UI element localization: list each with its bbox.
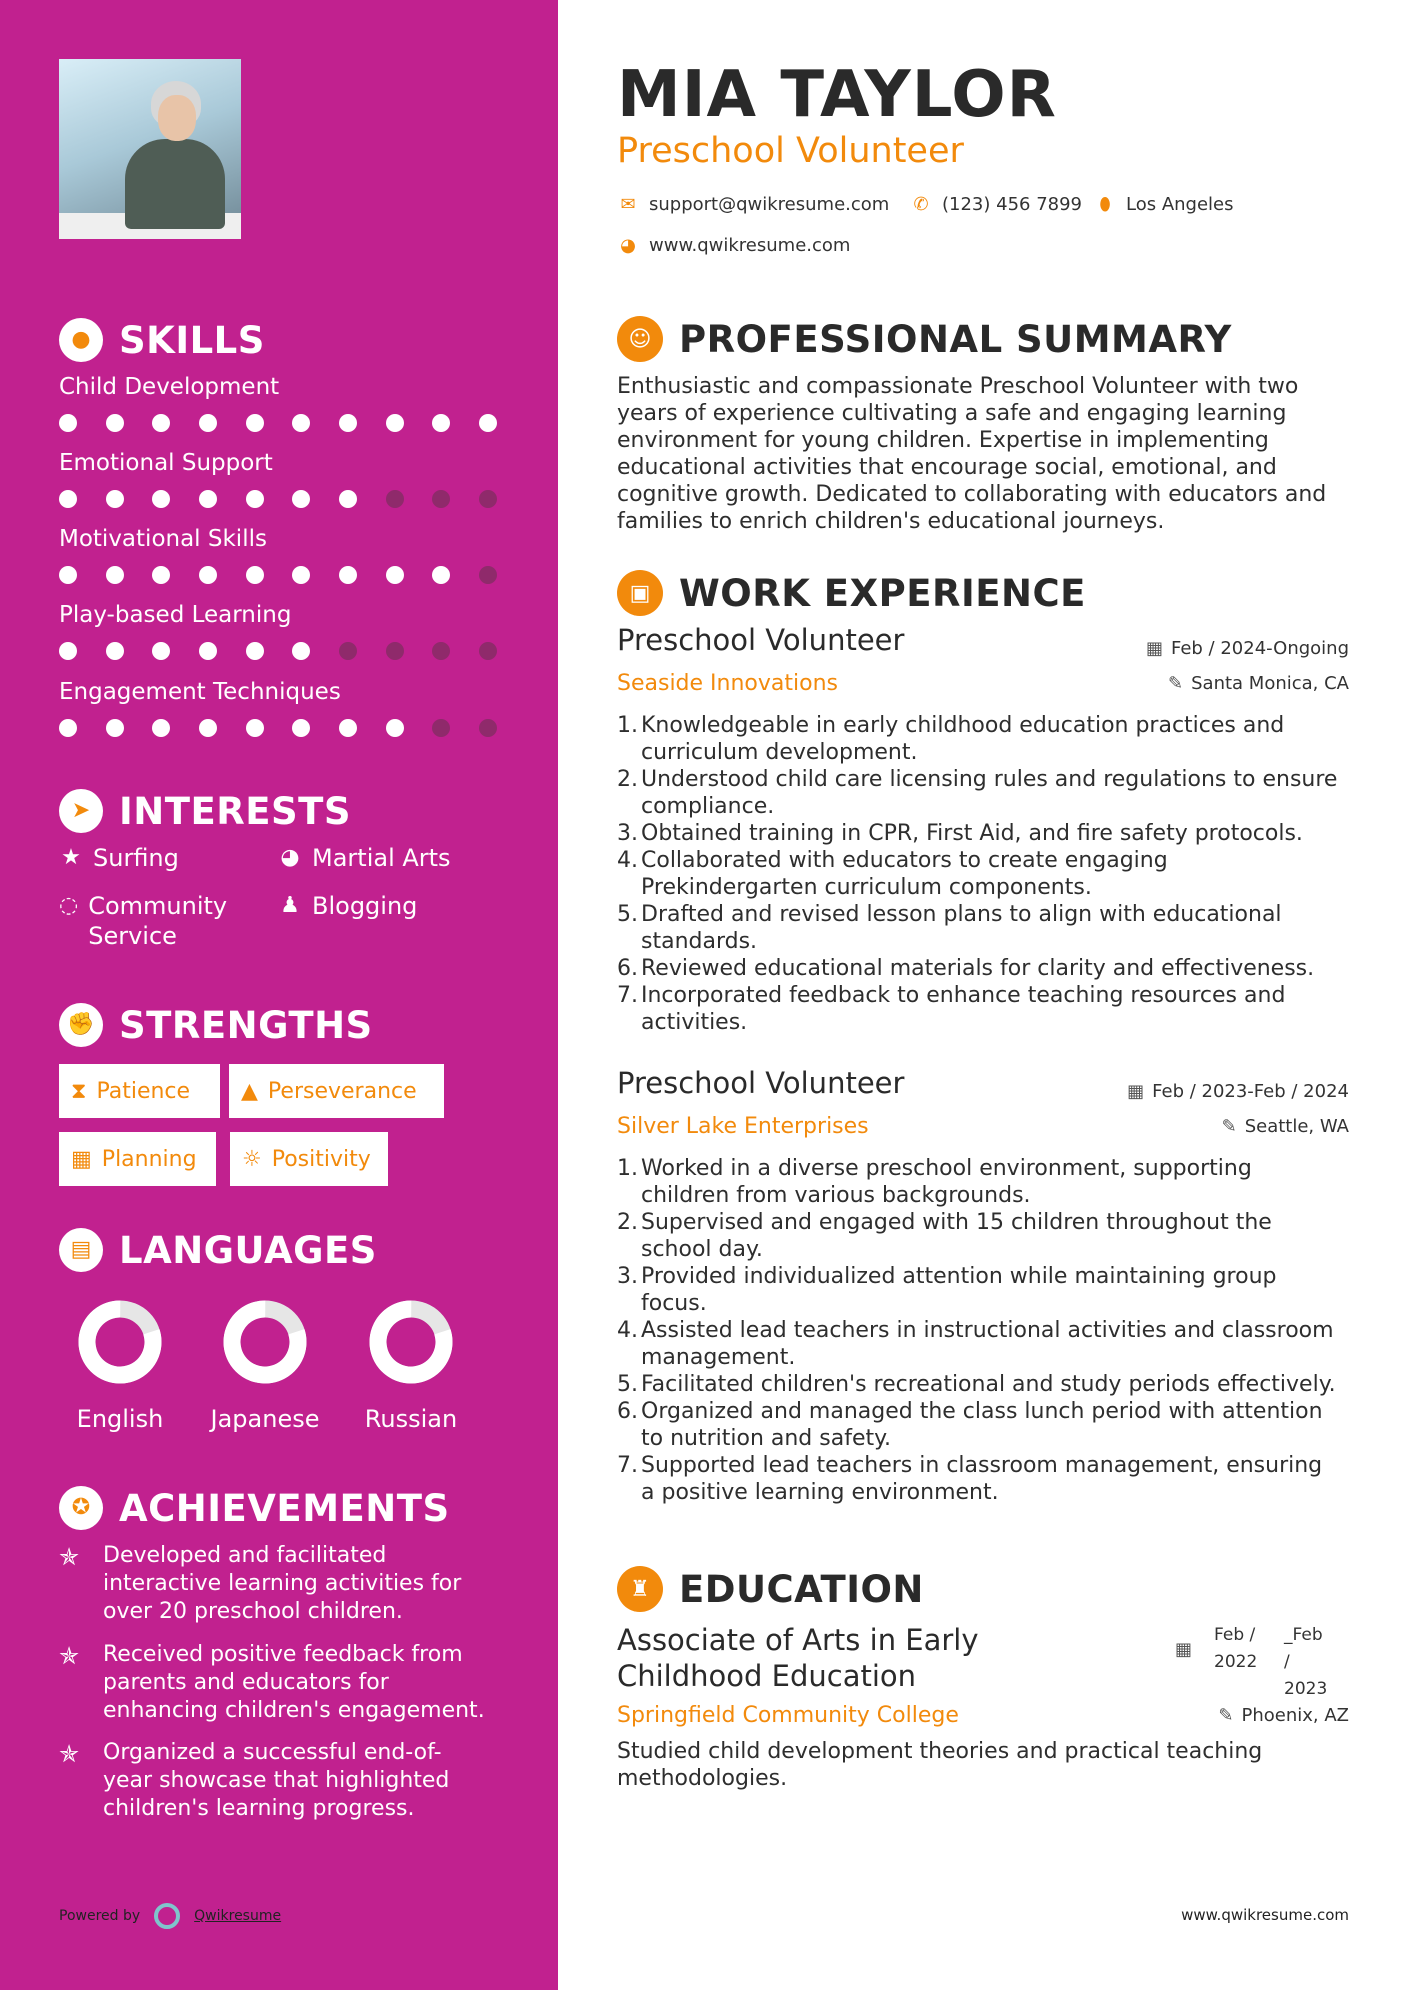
skill-name: Motivational Skills bbox=[59, 526, 267, 552]
star-icon: ★ bbox=[61, 845, 81, 870]
list-item: 6. Organized and managed the class lunch period with attention to nutrition and safety. bbox=[617, 1399, 1323, 1451]
education-dates: ▦ Feb / 2022 _Feb / 2023 bbox=[1175, 1622, 1332, 1703]
job-responsibilities bbox=[617, 712, 1357, 1036]
rating-dot-empty bbox=[479, 490, 497, 508]
skill-rating bbox=[59, 566, 499, 586]
list-item: 4. Collaborated with educators to create engaging Prekindergarten curriculum components. bbox=[617, 848, 1168, 900]
school-name: Springfield Community College bbox=[617, 1703, 959, 1728]
achievements-heading bbox=[59, 1486, 450, 1530]
rating-dot-filled bbox=[152, 642, 170, 660]
rating-dot-filled bbox=[246, 566, 264, 584]
achievement-text: Organized a successful end-of- year showcase that highlighted children's learning progress. bbox=[103, 1740, 450, 1821]
list-item: 2. Understood child care licensing rules and regulations to ensure compliance. bbox=[617, 767, 1338, 819]
list-item: 5. Facilitated children's recreational and study periods effectively. bbox=[617, 1372, 1336, 1397]
star-badge-icon: ✪ bbox=[59, 1486, 103, 1530]
list-item: 3. Provided individualized attention while maintaining group focus. bbox=[617, 1264, 1277, 1316]
list-item: 2. Supervised and engaged with 15 children throughout the school day. bbox=[617, 1210, 1272, 1262]
rating-dot-filled bbox=[152, 414, 170, 432]
rating-dot-filled bbox=[59, 642, 77, 660]
language-level-ring bbox=[77, 1299, 163, 1385]
lemon-icon: ◌ bbox=[59, 893, 79, 918]
users-icon: ♟ bbox=[280, 893, 300, 918]
rating-dot-filled bbox=[292, 490, 310, 508]
skill-name: Child Development bbox=[59, 374, 280, 400]
rating-dot-filled bbox=[339, 719, 357, 737]
rating-dot-filled bbox=[386, 414, 404, 432]
achievement-item bbox=[59, 1739, 499, 1823]
job-dates: ▦ Feb / 2024-Ongoing bbox=[1145, 638, 1349, 659]
strengths-title: STRENGTHS bbox=[119, 1003, 373, 1047]
rating-dot-empty bbox=[479, 642, 497, 660]
list-item: 7. Supported lead teachers in classroom management, ensuring a positive learning environment. bbox=[617, 1453, 1323, 1505]
rating-dot-filled bbox=[106, 719, 124, 737]
skill-name: Engagement Techniques bbox=[59, 679, 341, 705]
rating-dot-filled bbox=[292, 642, 310, 660]
rating-dot-filled bbox=[199, 719, 217, 737]
strength-badge: ▲ Perseverance bbox=[229, 1064, 444, 1118]
rating-dot-filled bbox=[246, 719, 264, 737]
experience-heading: ▣ WORK EXPERIENCE bbox=[617, 570, 1086, 616]
rating-dot-filled bbox=[339, 414, 357, 432]
job-dates: ▦ Feb / 2023-Feb / 2024 bbox=[1127, 1081, 1349, 1102]
sidebar bbox=[0, 0, 558, 1990]
rating-dot-empty bbox=[479, 719, 497, 737]
achievement-text: Received positive feedback from parents and educators for enhancing children's engagement. bbox=[103, 1642, 485, 1723]
list-item: 4. Assisted lead teachers in instructional activities and classroom management. bbox=[617, 1318, 1334, 1370]
star-trophy-icon: ✯ bbox=[59, 1740, 80, 1768]
rating-dot-filled bbox=[59, 490, 77, 508]
strength-badge: ▦ Planning bbox=[59, 1132, 216, 1186]
rating-dot-filled bbox=[339, 490, 357, 508]
envelope-icon: ✉ bbox=[620, 194, 636, 215]
pushpin-icon: ✎ bbox=[1168, 673, 1184, 694]
rating-dot-filled bbox=[386, 719, 404, 737]
translate-icon: ▤ bbox=[59, 1228, 103, 1272]
achievement-text: Developed and facilitated interactive learning activities for over 20 preschool children. bbox=[103, 1543, 462, 1624]
job-title: Preschool Volunteer bbox=[617, 623, 905, 657]
skills-title: SKILLS bbox=[119, 318, 265, 362]
hourglass-icon: ⧗ bbox=[71, 1078, 87, 1104]
road-icon: ▲ bbox=[241, 1078, 258, 1104]
map-pin-icon: ⬮ bbox=[1099, 194, 1111, 215]
contact-email[interactable]: ✉ support@qwikresume.com bbox=[617, 194, 889, 215]
graduation-cap-icon: ♜ bbox=[617, 1566, 663, 1612]
pushpin-icon: ✎ bbox=[1221, 1116, 1237, 1137]
calendar-icon: ▦ bbox=[71, 1146, 92, 1172]
rating-dot-filled bbox=[59, 414, 77, 432]
achievement-item bbox=[59, 1641, 499, 1725]
skill-name: Emotional Support bbox=[59, 450, 273, 476]
strengths-heading bbox=[59, 1003, 373, 1047]
company-name: Silver Lake Enterprises bbox=[617, 1114, 869, 1139]
interest-item: ♟ Blogging bbox=[278, 891, 417, 921]
language-item bbox=[205, 1299, 325, 1433]
calendar-icon: ▦ bbox=[1175, 1639, 1193, 1660]
language-name: Japanese bbox=[210, 1405, 320, 1433]
rating-dot-filled bbox=[199, 566, 217, 584]
star-trophy-icon: ✯ bbox=[59, 1642, 80, 1670]
rating-dot-empty bbox=[432, 642, 450, 660]
list-item: 7. Incorporated feedback to enhance teaching resources and activities. bbox=[617, 983, 1286, 1035]
rating-dot-filled bbox=[292, 566, 310, 584]
job-location: ✎ Santa Monica, CA bbox=[1168, 673, 1349, 694]
calendar-icon: ▦ bbox=[1127, 1081, 1145, 1102]
list-item: 3. Obtained training in CPR, First Aid, and fire safety protocols. bbox=[617, 821, 1303, 846]
rating-dot-filled bbox=[59, 719, 77, 737]
list-item: 1. Worked in a diverse preschool environment, supporting children from various backgrounds. bbox=[617, 1156, 1252, 1208]
globe-icon: ◕ bbox=[620, 235, 636, 256]
contact-website[interactable]: ◕ www.qwikresume.com bbox=[617, 235, 850, 256]
education-location: ✎ Phoenix, AZ bbox=[1218, 1705, 1349, 1726]
skill-rating bbox=[59, 642, 499, 662]
rating-dot-filled bbox=[292, 414, 310, 432]
education-heading: ♜ EDUCATION bbox=[617, 1566, 924, 1612]
rating-dot-filled bbox=[479, 414, 497, 432]
interests-heading bbox=[59, 789, 351, 833]
skill-item bbox=[59, 677, 499, 739]
job-location: ✎ Seattle, WA bbox=[1221, 1116, 1349, 1137]
rating-dot-filled bbox=[246, 490, 264, 508]
rating-dot-filled bbox=[199, 490, 217, 508]
list-item: 6. Reviewed educational materials for clarity and effectiveness. bbox=[617, 956, 1315, 981]
job-responsibilities bbox=[617, 1155, 1357, 1506]
footer-url[interactable]: www.qwikresume.com bbox=[1181, 1906, 1349, 1924]
rating-dot-filled bbox=[152, 566, 170, 584]
strength-badge: ☼ Positivity bbox=[230, 1132, 388, 1186]
achievement-item bbox=[59, 1542, 499, 1626]
skills-heading bbox=[59, 318, 265, 362]
profile-photo bbox=[59, 59, 241, 239]
skill-item bbox=[59, 524, 499, 586]
briefcase-icon: ▣ bbox=[617, 570, 663, 616]
job-title: Preschool Volunteer bbox=[617, 1066, 905, 1100]
language-item bbox=[351, 1299, 471, 1433]
languages-heading bbox=[59, 1228, 377, 1272]
star-trophy-icon: ✯ bbox=[59, 1543, 80, 1571]
rating-dot-filled bbox=[386, 566, 404, 584]
rating-dot-filled bbox=[432, 566, 450, 584]
pushpin-icon: ✎ bbox=[1218, 1705, 1234, 1726]
calendar-icon: ▦ bbox=[1145, 638, 1163, 659]
interests-title: INTERESTS bbox=[119, 789, 352, 833]
rating-dot-filled bbox=[339, 566, 357, 584]
user-icon: ☺ bbox=[617, 316, 663, 362]
skill-rating bbox=[59, 414, 499, 434]
powered-by: Powered by Qwikresume bbox=[59, 1903, 281, 1929]
qwikresume-link[interactable]: Qwikresume bbox=[194, 1908, 282, 1924]
qwikresume-logo-icon bbox=[154, 1903, 180, 1929]
strength-badge: ⧗ Patience bbox=[59, 1064, 220, 1118]
language-level-ring bbox=[222, 1299, 308, 1385]
language-name: Russian bbox=[364, 1405, 458, 1433]
skill-item bbox=[59, 372, 499, 434]
interest-item: ◕ Martial Arts bbox=[278, 843, 451, 873]
rating-dot-filled bbox=[246, 642, 264, 660]
rating-dot-filled bbox=[152, 490, 170, 508]
interest-item: ◌ Community Service bbox=[59, 892, 228, 950]
rating-dot-filled bbox=[292, 719, 310, 737]
lightbulb-icon: ● bbox=[59, 318, 103, 362]
phone-icon: ✆ bbox=[913, 194, 929, 215]
rating-dot-filled bbox=[246, 414, 264, 432]
candidate-name: MIA TAYLOR bbox=[617, 58, 1057, 132]
summary-heading: ☺ PROFESSIONAL SUMMARY bbox=[617, 316, 1232, 362]
language-level-ring bbox=[368, 1299, 454, 1385]
education-description: Studied child development theories and practical teaching methodologies. bbox=[617, 1739, 1263, 1791]
contact-location: ⬮ Los Angeles bbox=[1094, 194, 1234, 215]
candidate-role: Preschool Volunteer bbox=[617, 131, 964, 171]
fist-icon: ✊ bbox=[59, 1003, 103, 1047]
rating-dot-empty bbox=[479, 566, 497, 584]
language-name: English bbox=[76, 1405, 164, 1433]
list-item: 5. Drafted and revised lesson plans to align with educational standards. bbox=[617, 902, 1282, 954]
rating-dot-empty bbox=[339, 642, 357, 660]
rating-dot-filled bbox=[432, 414, 450, 432]
rating-dot-filled bbox=[106, 642, 124, 660]
languages-title: LANGUAGES bbox=[119, 1228, 377, 1272]
language-item bbox=[60, 1299, 180, 1433]
rating-dot-filled bbox=[199, 642, 217, 660]
rating-dot-filled bbox=[106, 490, 124, 508]
rating-dot-filled bbox=[59, 566, 77, 584]
rating-dot-empty bbox=[432, 719, 450, 737]
skill-name: Play-based Learning bbox=[59, 602, 292, 628]
list-item: 1. Knowledgeable in early childhood education practices and curriculum development. bbox=[617, 713, 1285, 765]
paper-plane-icon: ➤ bbox=[59, 789, 103, 833]
rating-dot-filled bbox=[106, 414, 124, 432]
rating-dot-filled bbox=[152, 719, 170, 737]
achievements-title: ACHIEVEMENTS bbox=[119, 1486, 450, 1530]
skill-rating bbox=[59, 490, 499, 510]
summary-text: Enthusiastic and compassionate Preschool Volunteer with two years of experience cultivating a safe and engaging learning environment for young children. Expertise in implementing educational activities that encourage social, emotional, and cognitive growth. Dedicated to collaborating with educators and families to enrich children's educational journeys. bbox=[617, 374, 1327, 534]
rating-dot-empty bbox=[432, 490, 450, 508]
degree-title: Associate of Arts in Early Childhood Education bbox=[617, 1623, 979, 1693]
globe-icon: ◕ bbox=[280, 845, 300, 870]
skill-item bbox=[59, 448, 499, 510]
rating-dot-empty bbox=[386, 642, 404, 660]
contact-phone: ✆ (123) 456 7899 bbox=[910, 194, 1082, 215]
rating-dot-empty bbox=[386, 490, 404, 508]
skill-rating bbox=[59, 719, 499, 739]
rating-dot-filled bbox=[106, 566, 124, 584]
company-name: Seaside Innovations bbox=[617, 671, 838, 696]
sun-icon: ☼ bbox=[242, 1146, 262, 1172]
interest-item: ★ Surfing bbox=[59, 843, 179, 873]
rating-dot-filled bbox=[199, 414, 217, 432]
skill-item bbox=[59, 600, 499, 662]
